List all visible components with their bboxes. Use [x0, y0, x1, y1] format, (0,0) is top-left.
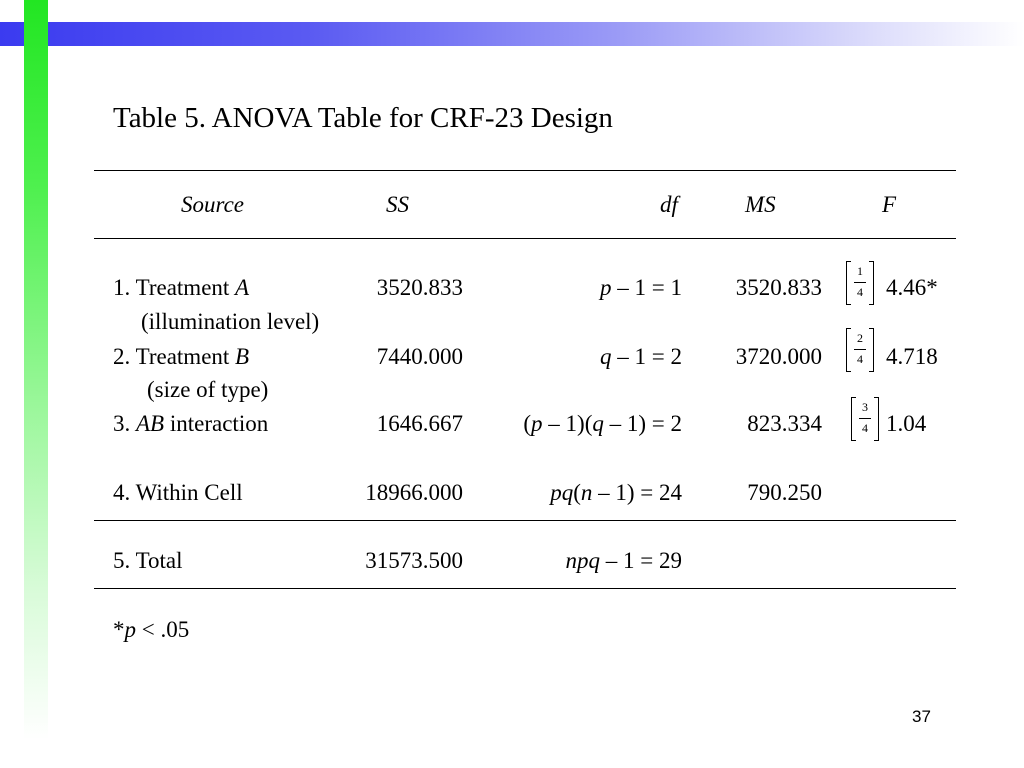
- table-title: Table 5. ANOVA Table for CRF-23 Design: [113, 102, 613, 134]
- row-df: pq(n – 1) = 24: [550, 480, 682, 505]
- fraction-bracket: 3 4: [851, 397, 879, 441]
- top-rule: [94, 170, 956, 171]
- header-rule: [94, 238, 956, 239]
- row-source: 1. Treatment A: [113, 275, 250, 300]
- header-ms: MS: [745, 192, 776, 217]
- row-ss: 31573.500: [365, 548, 463, 573]
- top-decorative-bar: [0, 22, 1024, 46]
- header-ss: SS: [386, 192, 409, 217]
- row-source: 3. AB interaction: [113, 411, 269, 436]
- row-ms: 790.250: [747, 480, 822, 505]
- row-ss: 1646.667: [376, 411, 463, 436]
- bottom-rule: [94, 588, 956, 589]
- row-df: (p – 1)(q – 1) = 2: [523, 411, 682, 436]
- row-source: 2. Treatment B: [113, 344, 250, 369]
- row-f: 4.718: [886, 344, 938, 369]
- fraction-bracket: 1 4: [846, 261, 874, 305]
- row-f: 1.04: [886, 411, 927, 436]
- row-source-sub: (illumination level): [141, 309, 320, 334]
- row-ss: 3520.833: [376, 275, 463, 300]
- header-df: df: [660, 192, 678, 217]
- row-ms: 823.334: [747, 411, 822, 436]
- row-source: 4. Within Cell: [113, 480, 243, 505]
- fraction-bracket: 2 4: [846, 328, 874, 372]
- row-df: npq – 1 = 29: [565, 548, 682, 573]
- total-rule: [94, 520, 956, 521]
- row-ms: 3720.000: [735, 344, 822, 369]
- footnote: *p < .05: [113, 617, 190, 642]
- header-source: Source: [181, 192, 245, 217]
- side-decorative-bar: [24, 0, 48, 740]
- row-df: q – 1 = 2: [600, 344, 682, 369]
- row-f: 4.46*: [886, 275, 938, 300]
- row-source: 5. Total: [113, 548, 183, 573]
- row-df: p – 1 = 1: [600, 275, 682, 300]
- row-ms: 3520.833: [735, 275, 822, 300]
- row-source-sub: (size of type): [147, 377, 269, 402]
- page-number: 37: [912, 707, 931, 726]
- row-ss: 7440.000: [376, 344, 463, 369]
- header-f: F: [882, 192, 897, 217]
- row-ss: 18966.000: [365, 480, 463, 505]
